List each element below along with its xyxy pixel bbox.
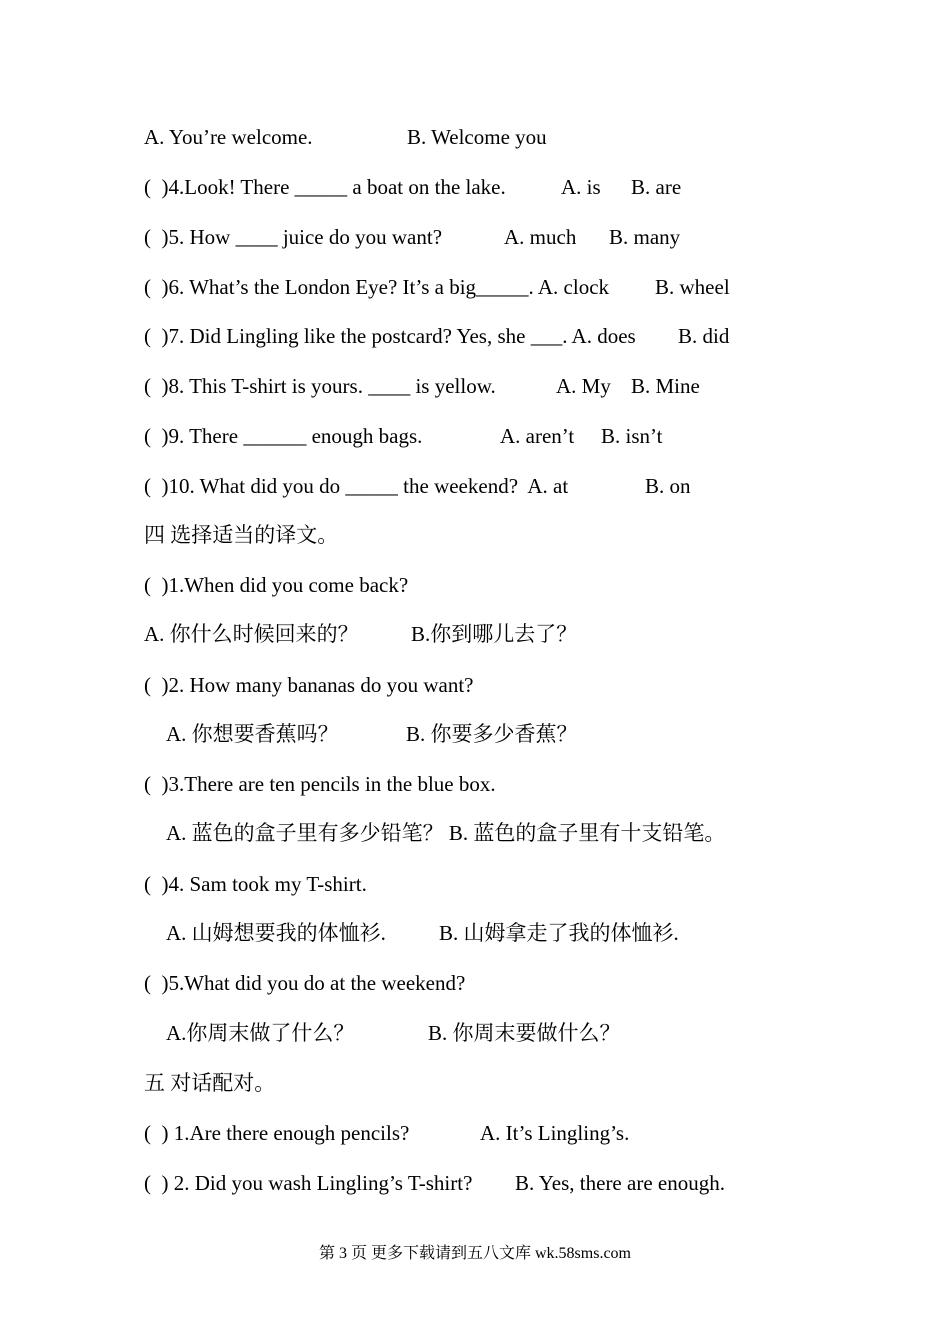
question-5-juice bbox=[0, 222, 681, 252]
option-a: A. 你想要香蕉吗？ bbox=[166, 722, 339, 746]
question-10-weekend bbox=[0, 471, 691, 501]
option-b: B. Welcome you bbox=[407, 125, 547, 149]
option-b: B. 你周末要做什么？ bbox=[428, 1021, 621, 1045]
question-text: ( )5. How ____ juice do you want? bbox=[144, 225, 443, 249]
question-text: ( )6. What’s the London Eye? It’s a big_____. A. clock bbox=[144, 275, 610, 299]
match-question-2 bbox=[0, 1168, 725, 1198]
option-a: A. 山姆想要我的体恤衫. bbox=[166, 921, 386, 945]
question-text: ( )8. This T-shirt is yours. ____ is yellow. bbox=[144, 374, 496, 398]
translation-question-3 bbox=[0, 769, 496, 799]
option-a: A. aren’t bbox=[500, 424, 575, 448]
question-8-tshirt bbox=[0, 371, 700, 401]
translation-options-5 bbox=[0, 1018, 621, 1048]
translation-options-4 bbox=[0, 918, 679, 948]
option-b: B.你到哪儿去了？ bbox=[411, 622, 578, 646]
question-7-postcard bbox=[0, 321, 730, 351]
option-a: A. You’re welcome. bbox=[144, 125, 313, 149]
question-9-bags bbox=[0, 421, 663, 451]
option-b: B. are bbox=[631, 175, 682, 199]
option-b: B. wheel bbox=[655, 275, 730, 299]
translation-options-2 bbox=[0, 719, 578, 749]
option-a: A.你周末做了什么？ bbox=[166, 1021, 355, 1045]
option-b: B. 山姆拿走了我的体恤衫. bbox=[439, 921, 679, 945]
option-b: B. 你要多少香蕉？ bbox=[406, 722, 578, 746]
translation-question-1 bbox=[0, 570, 409, 600]
section-title: 五 对话配对。 bbox=[144, 1071, 276, 1095]
option-b: B. Mine bbox=[631, 374, 700, 398]
match-question-1 bbox=[0, 1118, 630, 1148]
question-text: ( )7. Did Lingling like the postcard? Yes, she ___. A. does bbox=[144, 324, 636, 348]
translation-options-1 bbox=[0, 619, 578, 649]
question-text: ( )3.There are ten pencils in the blue box. bbox=[144, 772, 496, 796]
answer-a: A. It’s Lingling’s. bbox=[480, 1121, 630, 1145]
answer-b: B. Yes, there are enough. bbox=[515, 1171, 725, 1195]
question-text: ( )9. There ______ enough bags. bbox=[144, 424, 423, 448]
question-4-boat bbox=[0, 172, 682, 202]
option-b: B. isn’t bbox=[601, 424, 663, 448]
option-b: B. did bbox=[678, 324, 730, 348]
page-footer: 第 3 页 更多下载请到五八文库 wk.58sms.com bbox=[318, 1245, 631, 1262]
option-a: A. My bbox=[556, 374, 611, 398]
line-a-youre-welcome bbox=[0, 122, 547, 152]
question-6-london-eye bbox=[0, 272, 730, 302]
question-text: ( )4. Sam took my T-shirt. bbox=[144, 872, 367, 896]
option-a: A. much bbox=[504, 225, 577, 249]
option-a: A. 你什么时候回来的？ bbox=[144, 622, 359, 646]
question-text: ( )5.What did you do at the weekend? bbox=[144, 971, 466, 995]
question-text: ( ) 2. Did you wash Lingling’s T-shirt? bbox=[144, 1171, 473, 1195]
translation-question-4 bbox=[0, 869, 367, 899]
option-b: B. many bbox=[609, 225, 681, 249]
options-text: A. 蓝色的盒子里有多少铅笔？ B. 蓝色的盒子里有十支铅笔。 bbox=[166, 821, 726, 845]
question-text: ( )10. What did you do _____ the weekend? A. at bbox=[144, 474, 569, 498]
option-b: B. on bbox=[645, 474, 691, 498]
section-5-heading bbox=[0, 1068, 276, 1098]
question-text: ( ) 1.Are there enough pencils? bbox=[144, 1121, 410, 1145]
translation-question-5 bbox=[0, 968, 466, 998]
section-4-heading bbox=[0, 520, 339, 550]
translation-options-3 bbox=[0, 818, 726, 848]
translation-question-2 bbox=[0, 670, 474, 700]
question-text: ( )4.Look! There _____ a boat on the lake. bbox=[144, 175, 506, 199]
option-a: A. is bbox=[561, 175, 601, 199]
question-text: ( )1.When did you come back? bbox=[144, 573, 409, 597]
question-text: ( )2. How many bananas do you want? bbox=[144, 673, 474, 697]
section-title: 四 选择适当的译文。 bbox=[144, 523, 339, 547]
